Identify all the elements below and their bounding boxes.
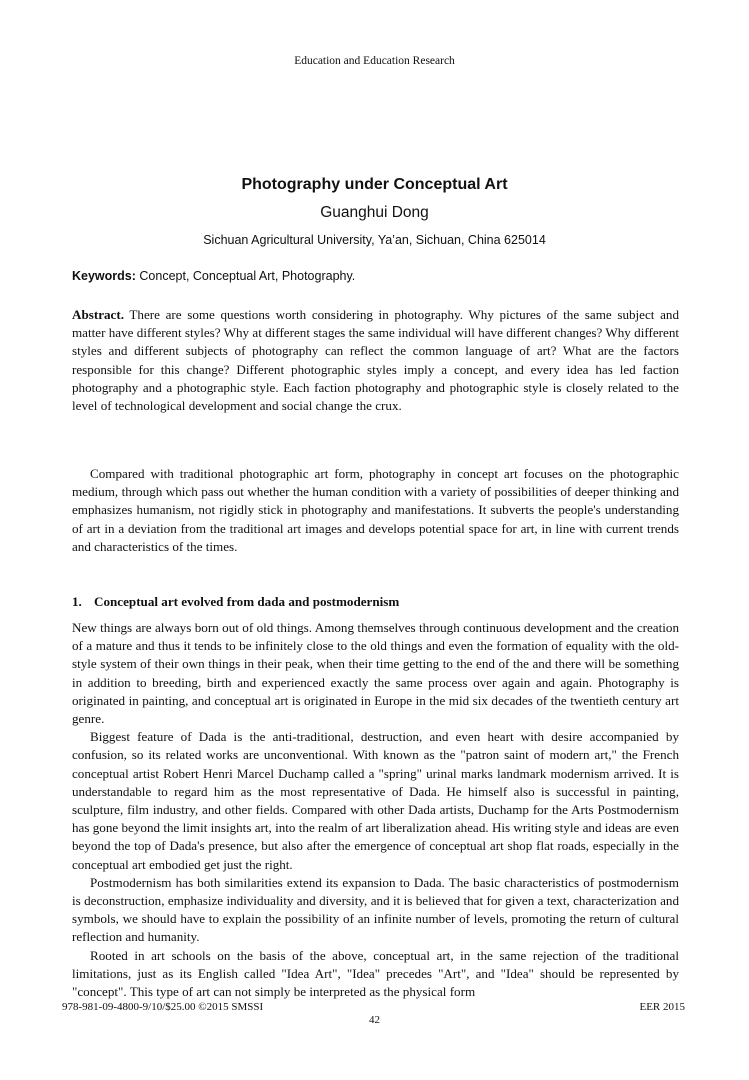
author-name: Guanghui Dong [320,204,429,221]
keywords-line [72,269,682,283]
section-1-body [72,619,679,1001]
section-1-title: Conceptual art evolved from dada and postmodernism [94,594,400,609]
intro-paragraph: Compared with traditional photographic art form, photography in concept art focuses on the photographic medium, through which pass out whether the human condition with a variety of possibilities of deeper thinking and emphasizes humanism, not rigidly stick in photography and manifestations. It subverts the people's understanding of art in a deviation from the traditional art images and develops potential space for art, in line with current trends and characteristics of the times. [72,466,679,554]
paper-title: Photography under Conceptual Art [241,176,508,193]
section-1-paragraph: Biggest feature of Dada is the anti-traditional, destruction, and even heart with desire accompanied by confusion, so its related works are unconventional. With known as the "patron saint of modern art," the French conceptual artist Robert Henri Marcel Duchamp called a "spring" urinal marks landmark modernism arrived. It is understandable to regard him as the most representative of Dada. He himself also is successful in painting, sculpture, film industry, and other fields. Compared with other Dada artists, Duchamp for the Arts Postmodernism has gone beyond the limit insights art, into the realm of art liberalization ahead. His writing style and ideas are even beyond the top of Dada's presence, but also after the emergence of conceptual art shop flat roads, especially in the conceptual art embodied get just the right. [72,729,679,872]
section-1-paragraph: Rooted in art schools on the basis of the above, conceptual art, in the same rejection of the traditional limitations, just as its English called "Idea Art", "Idea" precedes "Art", and "Idea" should be represented by "concept". This type of art can not simply be interpreted as the physical form [72,947,679,1000]
section-1-heading [72,594,679,610]
abstract-text: There are some questions worth considering in photography. Why pictures of the same subject and matter have different styles? Why at different stages the same individual will have different changes? Why different styles and different subjects of photography can reflect the common language of art? What are the factors responsible for this change? Different photographic styles imply a concept, and every idea has led faction photography and a photographic style. Each faction photography and photographic style is closely related to the level of technological development and social change the crux. [72,307,679,414]
footer-conference: EER 2015 [639,1001,685,1013]
section-1-paragraph: New things are always born out of old things. Among themselves through continuous development and the creation of a mature and thus it tends to be infinitely close to the old things and even the formation of equality with the old-style system of their own things in their peak, when their time getting to the end of the and there will be something in addition to breeding, birth and experienced exactly the same process over again and again. Photography is originated in painting, and conceptual art is originated in Europe in the mid six decades of the twentieth century art genre. [72,620,679,727]
footer-isbn: 978-981-09-4800-9/10/$25.00 ©2015 SMSSI [62,1001,264,1013]
author-affiliation: Sichuan Agricultural University, Ya’an, Sichuan, China 625014 [203,233,546,247]
page-number: 42 [369,1014,380,1026]
keywords-text: Concept, Conceptual Art, Photography. [139,269,356,283]
section-1-number: 1. [72,594,82,609]
abstract-label: Abstract. [72,307,124,322]
journal-header: Education and Education Research [294,55,455,67]
keywords-label: Keywords: [72,269,136,283]
abstract [72,306,679,415]
section-1-paragraph: Postmodernism has both similarities extend its expansion to Dada. The basic characteristics of postmodernism is deconstruction, emphasize individuality and diversity, and it is believed that for given a text, characterization and symbols, we should have to explain the possibility of an infinite number of levels, promoting the return of cultural reflection and humanity. [72,874,679,945]
introduction [72,465,679,556]
